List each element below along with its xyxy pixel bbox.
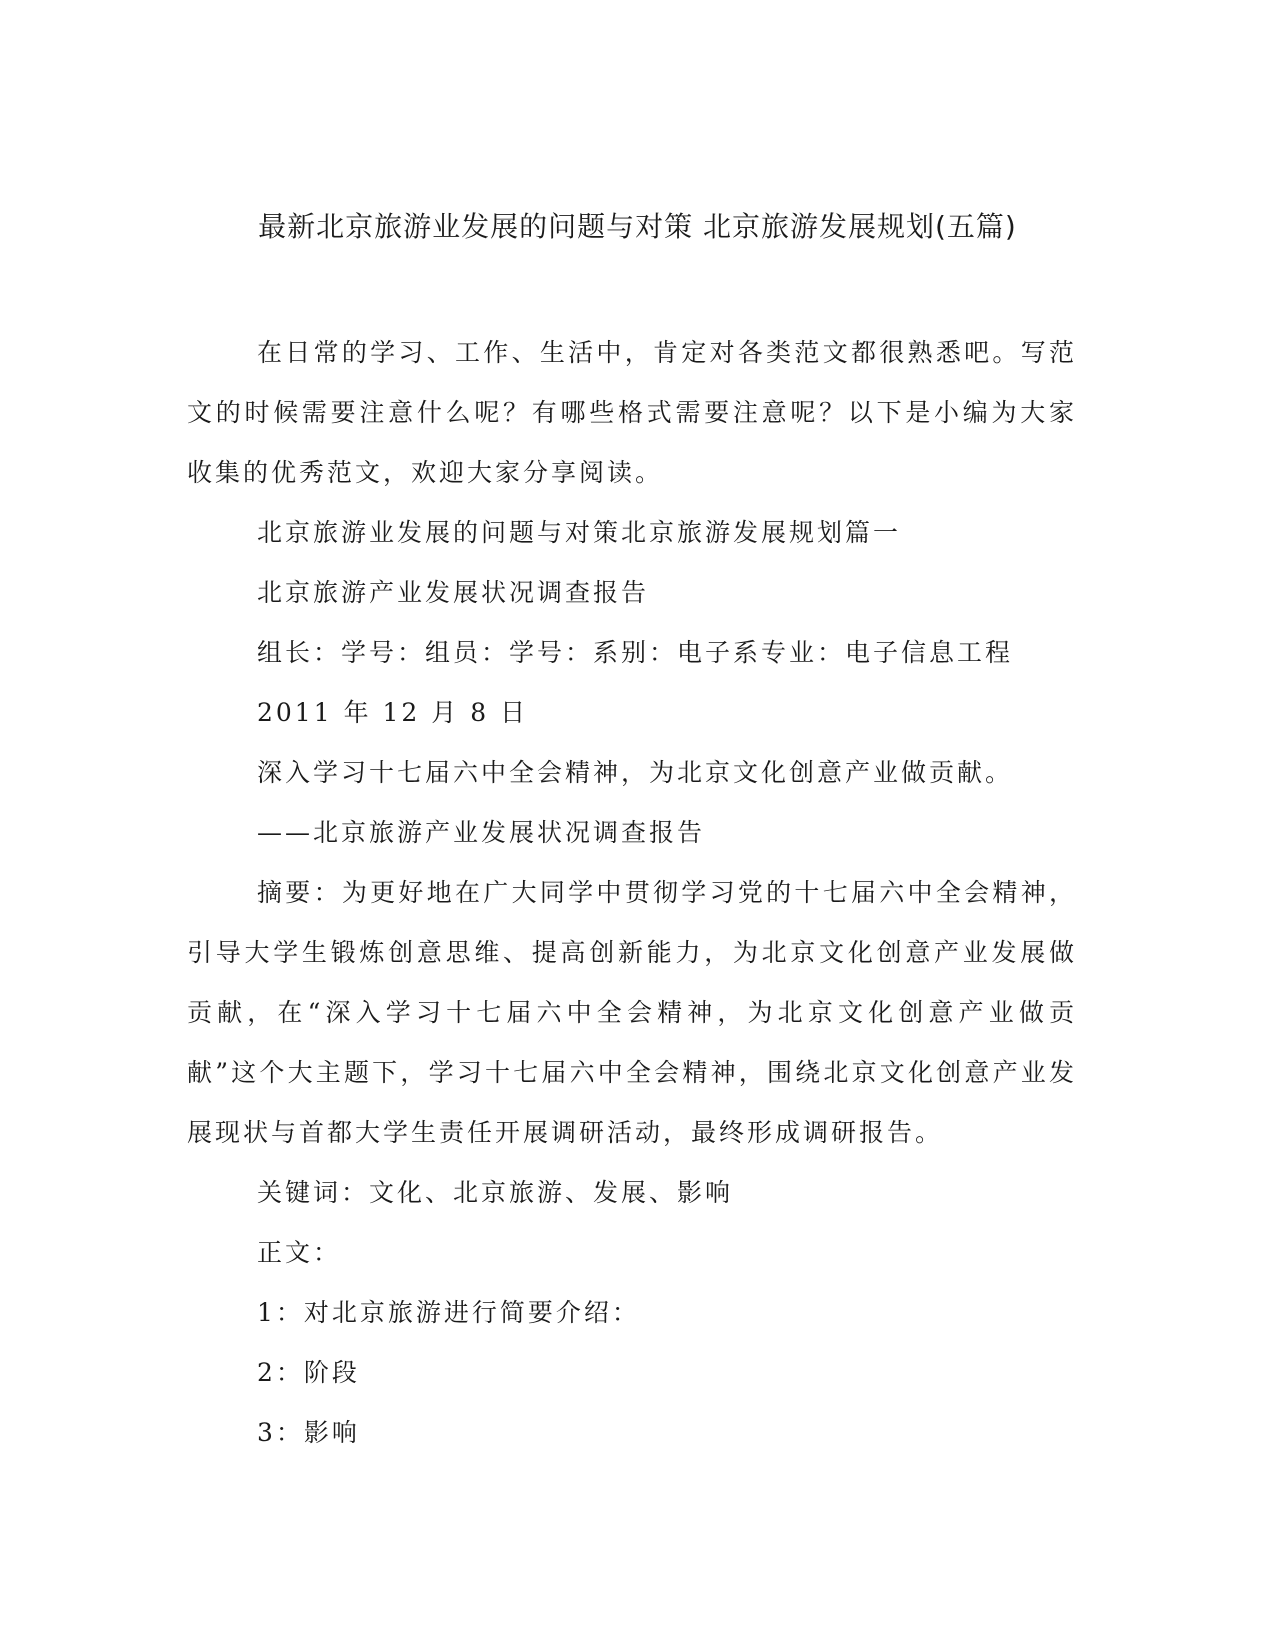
- members-line: 组长：学号：组员：学号：系别：电子系专业：电子信息工程: [257, 638, 1014, 667]
- report-date: 2011 年 12 月 8 日: [257, 698, 529, 727]
- section-heading: 北京旅游业发展的问题与对策北京旅游发展规划篇一: [257, 518, 902, 547]
- abstract-paragraph: 摘要：为更好地在广大同学中贯彻学习党的十七届六中全会精神，引导大学生锻炼创意思维、提高创新能力，为北京文化创意产业发展做贡献，在“深入学习十七届六中全会精神，为北京文化创意产业做贡献”这个大主题下，学习十七届六中全会精神，围绕北京文化创意产业发展现状与首都大学生责任开展调研活动，最终形成调研报告。: [187, 878, 1077, 1147]
- document-title: 最新北京旅游业发展的问题与对策 北京旅游发展规划(五篇): [258, 210, 1017, 243]
- theme-line: 深入学习十七届六中全会精神，为北京文化创意产业做贡献。: [257, 758, 1014, 787]
- intro-paragraph: 在日常的学习、工作、生活中，肯定对各类范文都很熟悉吧。写范文的时候需要注意什么呢？有哪些格式需要注意呢？以下是小编为大家收集的优秀范文，欢迎大家分享阅读。: [187, 338, 1077, 487]
- list-item: 1：对北京旅游进行简要介绍：: [257, 1298, 640, 1327]
- document-body: [187, 323, 1077, 1463]
- list-item: 3：影响: [257, 1418, 360, 1447]
- report-title: 北京旅游产业发展状况调查报告: [257, 578, 650, 607]
- list-item: 2：阶段: [257, 1358, 360, 1387]
- report-subtitle: ——北京旅游产业发展状况调查报告: [257, 818, 706, 847]
- keywords-line: 关键词：文化、北京旅游、发展、影响: [257, 1178, 734, 1207]
- body-label: 正文：: [257, 1238, 342, 1267]
